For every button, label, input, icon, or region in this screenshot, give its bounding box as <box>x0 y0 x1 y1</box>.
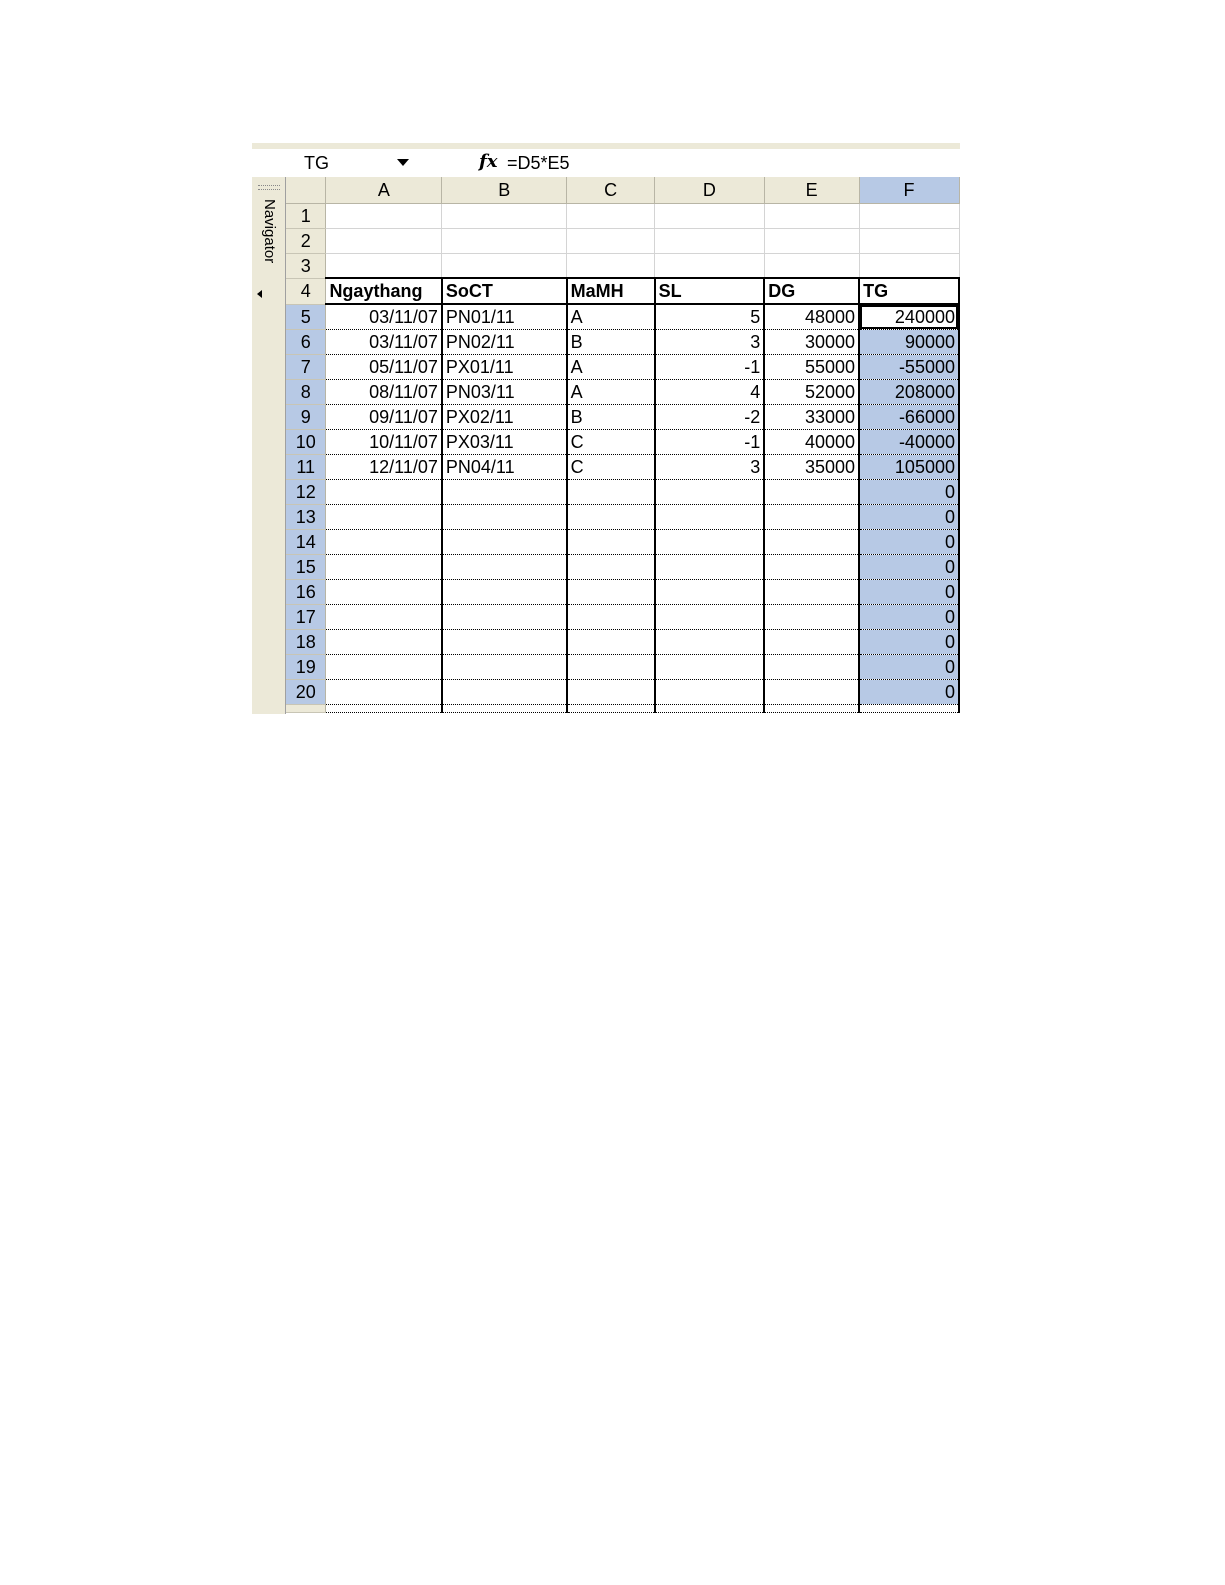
dg-cell[interactable]: 52000 <box>764 380 859 405</box>
fx-icon[interactable]: fx <box>479 151 498 172</box>
table-row <box>286 380 959 405</box>
cell[interactable] <box>764 605 859 630</box>
row-header[interactable]: 17 <box>286 605 326 630</box>
date-cell[interactable]: 03/11/07 <box>326 304 442 330</box>
cell[interactable] <box>442 253 567 278</box>
table-row <box>286 278 959 304</box>
dg-cell[interactable]: 55000 <box>764 355 859 380</box>
sl-cell[interactable]: 4 <box>655 380 765 405</box>
dg-cell[interactable]: 40000 <box>764 430 859 455</box>
date-cell[interactable]: 12/11/07 <box>326 455 442 480</box>
dg-cell[interactable]: 33000 <box>764 405 859 430</box>
cell[interactable] <box>326 705 442 713</box>
soct-cell[interactable]: PX01/11 <box>442 355 567 380</box>
cell[interactable] <box>764 228 859 253</box>
cell[interactable] <box>859 705 959 713</box>
tg-cell[interactable]: 0 <box>859 605 959 630</box>
sl-cell[interactable]: 3 <box>655 330 765 355</box>
cell[interactable] <box>655 680 765 705</box>
cell[interactable] <box>764 505 859 530</box>
cell[interactable] <box>764 530 859 555</box>
tg-cell[interactable]: 0 <box>859 680 959 705</box>
row-header[interactable]: 12 <box>286 480 326 505</box>
grip-handle-icon[interactable] <box>258 185 280 190</box>
collapse-arrow-icon[interactable] <box>257 290 262 298</box>
cell[interactable] <box>326 630 442 655</box>
cell[interactable] <box>567 655 655 680</box>
row-header[interactable]: 5 <box>286 304 326 330</box>
header-cell[interactable]: TG <box>859 278 959 304</box>
sl-cell[interactable]: -2 <box>655 405 765 430</box>
row-header[interactable]: 20 <box>286 680 326 705</box>
mamh-cell[interactable]: A <box>567 380 655 405</box>
navigator-panel[interactable] <box>252 177 286 714</box>
cell[interactable] <box>326 680 442 705</box>
cell[interactable] <box>442 480 567 505</box>
header-cell[interactable]: Ngaythang <box>326 278 442 304</box>
table-row <box>286 505 959 530</box>
table-row <box>286 680 959 705</box>
table-row <box>286 405 959 430</box>
cell[interactable] <box>764 630 859 655</box>
cell[interactable] <box>442 580 567 605</box>
table-row <box>286 430 959 455</box>
spreadsheet-window <box>252 143 960 714</box>
column-header-f[interactable]: F <box>859 177 959 203</box>
row-header[interactable]: 11 <box>286 455 326 480</box>
sl-cell[interactable]: -1 <box>655 355 765 380</box>
row-header[interactable]: 13 <box>286 505 326 530</box>
cell[interactable] <box>442 555 567 580</box>
cell-grid <box>286 177 960 713</box>
cell[interactable] <box>655 253 765 278</box>
mamh-cell[interactable]: C <box>567 430 655 455</box>
date-cell[interactable]: 09/11/07 <box>326 405 442 430</box>
tg-cell[interactable]: -40000 <box>859 430 959 455</box>
cell[interactable] <box>326 605 442 630</box>
dg-cell[interactable]: 48000 <box>764 304 859 330</box>
formula-bar <box>252 143 960 177</box>
cell[interactable] <box>567 705 655 713</box>
cell[interactable] <box>567 680 655 705</box>
dg-cell[interactable]: 35000 <box>764 455 859 480</box>
tg-cell[interactable]: 0 <box>859 655 959 680</box>
row-header[interactable]: 18 <box>286 630 326 655</box>
tg-cell[interactable]: 0 <box>859 530 959 555</box>
soct-cell[interactable]: PX03/11 <box>442 430 567 455</box>
mamh-cell[interactable]: A <box>567 355 655 380</box>
cell[interactable] <box>655 655 765 680</box>
mamh-cell[interactable]: B <box>567 330 655 355</box>
cell[interactable] <box>567 555 655 580</box>
cell[interactable] <box>567 203 655 228</box>
cell[interactable] <box>442 505 567 530</box>
cell[interactable] <box>567 530 655 555</box>
toolbar-strip <box>252 143 960 149</box>
date-cell[interactable]: 05/11/07 <box>326 355 442 380</box>
cell[interactable] <box>442 228 567 253</box>
sl-cell[interactable]: 3 <box>655 455 765 480</box>
table-row <box>286 228 959 253</box>
mamh-cell[interactable]: B <box>567 405 655 430</box>
row-header[interactable] <box>286 705 326 713</box>
column-header-d[interactable]: D <box>655 177 765 203</box>
table-row <box>286 580 959 605</box>
cell[interactable] <box>567 605 655 630</box>
cell[interactable] <box>764 580 859 605</box>
row-header[interactable]: 3 <box>286 253 326 278</box>
column-header-a[interactable]: A <box>326 177 442 203</box>
row-header[interactable]: 8 <box>286 380 326 405</box>
cell[interactable] <box>442 203 567 228</box>
date-cell[interactable]: 08/11/07 <box>326 380 442 405</box>
cell[interactable] <box>655 705 765 713</box>
cell[interactable] <box>326 505 442 530</box>
soct-cell[interactable]: PN04/11 <box>442 455 567 480</box>
name-box[interactable]: TG <box>304 153 329 173</box>
sl-cell[interactable]: -1 <box>655 430 765 455</box>
row-header[interactable]: 14 <box>286 530 326 555</box>
row-header[interactable]: 19 <box>286 655 326 680</box>
cell[interactable] <box>442 630 567 655</box>
cell[interactable] <box>764 680 859 705</box>
cell[interactable] <box>567 480 655 505</box>
row-header[interactable]: 7 <box>286 355 326 380</box>
date-cell[interactable]: 10/11/07 <box>326 430 442 455</box>
cell[interactable] <box>655 555 765 580</box>
cell[interactable] <box>764 555 859 580</box>
table-row <box>286 530 959 555</box>
formula-input[interactable]: =D5*E5 <box>507 153 570 173</box>
table-row <box>286 330 959 355</box>
tg-cell[interactable]: 0 <box>859 555 959 580</box>
cell[interactable] <box>442 530 567 555</box>
cell[interactable] <box>655 530 765 555</box>
cell[interactable] <box>326 253 442 278</box>
mamh-cell[interactable]: C <box>567 455 655 480</box>
tg-cell[interactable]: 105000 <box>859 455 959 480</box>
table-row <box>286 630 959 655</box>
column-header-c[interactable]: C <box>567 177 655 203</box>
cell[interactable] <box>567 580 655 605</box>
cell[interactable] <box>326 480 442 505</box>
cell[interactable] <box>859 228 959 253</box>
cell[interactable] <box>764 253 859 278</box>
table-row <box>286 253 959 278</box>
cell[interactable] <box>326 555 442 580</box>
cell[interactable] <box>655 203 765 228</box>
column-header-b[interactable]: B <box>442 177 567 203</box>
tg-cell[interactable]: 90000 <box>859 330 959 355</box>
row-header[interactable]: 6 <box>286 330 326 355</box>
table-row <box>286 455 959 480</box>
cell[interactable] <box>442 680 567 705</box>
navigator-label[interactable]: Navigator <box>261 199 278 264</box>
header-cell[interactable]: DG <box>764 278 859 304</box>
cell[interactable] <box>326 580 442 605</box>
sl-cell[interactable]: 5 <box>655 304 765 330</box>
cell[interactable] <box>442 705 567 713</box>
dg-cell[interactable]: 30000 <box>764 330 859 355</box>
cell[interactable] <box>655 605 765 630</box>
cell[interactable] <box>655 505 765 530</box>
soct-cell[interactable]: PN01/11 <box>442 304 567 330</box>
table-row <box>286 555 959 580</box>
date-cell[interactable]: 03/11/07 <box>326 330 442 355</box>
row-header[interactable]: 15 <box>286 555 326 580</box>
row-header[interactable]: 16 <box>286 580 326 605</box>
column-header-e[interactable]: E <box>764 177 859 203</box>
soct-cell[interactable]: PN02/11 <box>442 330 567 355</box>
table-row <box>286 480 959 505</box>
cell[interactable] <box>764 705 859 713</box>
soct-cell[interactable]: PN03/11 <box>442 380 567 405</box>
header-cell[interactable]: SL <box>655 278 765 304</box>
table-row <box>286 355 959 380</box>
mamh-cell[interactable]: A <box>567 304 655 330</box>
cell[interactable] <box>326 655 442 680</box>
cell[interactable] <box>655 630 765 655</box>
row-header[interactable]: 2 <box>286 228 326 253</box>
cell[interactable] <box>567 630 655 655</box>
cell[interactable] <box>326 228 442 253</box>
row-header[interactable]: 1 <box>286 203 326 228</box>
select-all-corner[interactable] <box>286 177 326 203</box>
cell[interactable] <box>567 253 655 278</box>
cell[interactable] <box>442 655 567 680</box>
tg-cell[interactable]: -66000 <box>859 405 959 430</box>
table-row <box>286 304 959 330</box>
column-header-row <box>286 177 959 203</box>
cell[interactable] <box>859 203 959 228</box>
table-row <box>286 705 959 713</box>
cell[interactable] <box>326 530 442 555</box>
cell[interactable] <box>655 580 765 605</box>
chevron-down-icon[interactable] <box>397 159 409 166</box>
header-cell[interactable]: MaMH <box>567 278 655 304</box>
cell[interactable] <box>859 253 959 278</box>
row-header[interactable]: 4 <box>286 278 326 304</box>
cell[interactable] <box>764 480 859 505</box>
cell[interactable] <box>764 203 859 228</box>
tg-cell[interactable]: 0 <box>859 505 959 530</box>
cell[interactable] <box>326 203 442 228</box>
tg-cell[interactable]: 0 <box>859 630 959 655</box>
table-row <box>286 605 959 630</box>
tg-cell[interactable]: 208000 <box>859 380 959 405</box>
tg-cell[interactable]: 0 <box>859 480 959 505</box>
tg-cell[interactable]: -55000 <box>859 355 959 380</box>
cell[interactable] <box>764 655 859 680</box>
tg-cell[interactable]: 0 <box>859 580 959 605</box>
cell[interactable] <box>567 228 655 253</box>
table-row <box>286 655 959 680</box>
soct-cell[interactable]: PX02/11 <box>442 405 567 430</box>
header-cell[interactable]: SoCT <box>442 278 567 304</box>
cell[interactable] <box>655 480 765 505</box>
row-header[interactable]: 9 <box>286 405 326 430</box>
cell[interactable] <box>655 228 765 253</box>
tg-cell[interactable]: 240000 <box>859 304 959 330</box>
cell[interactable] <box>567 505 655 530</box>
cell[interactable] <box>442 605 567 630</box>
table-row <box>286 203 959 228</box>
row-header[interactable]: 10 <box>286 430 326 455</box>
